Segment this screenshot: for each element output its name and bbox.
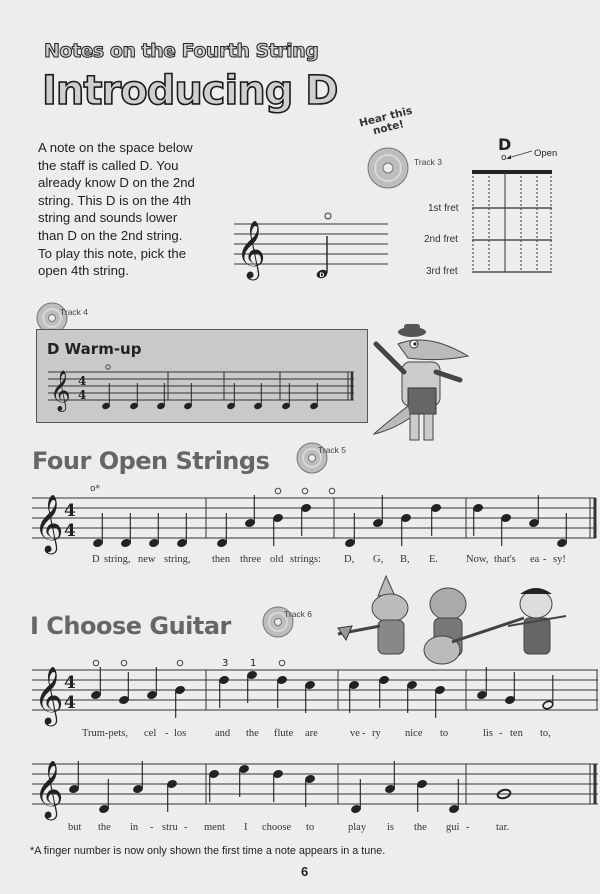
lyrics-row xyxy=(0,728,600,742)
page-number: 6 xyxy=(301,864,309,879)
finger-number: 1 xyxy=(250,658,257,669)
lyric: Now, xyxy=(466,554,489,565)
lyric: G, xyxy=(373,554,384,565)
fret-label-3: 3rd fret xyxy=(426,266,458,277)
lyric: the xyxy=(246,728,259,739)
diagram-note-name: D xyxy=(498,135,512,154)
lyric: to xyxy=(306,822,315,833)
lyric: - xyxy=(150,822,154,833)
lyric: E. xyxy=(429,554,439,565)
track-label: Track 4 xyxy=(60,307,89,317)
lyric: ten xyxy=(510,728,523,739)
choose-guitar-staff-2 xyxy=(32,750,598,818)
treble-clef: 𝄞 xyxy=(236,220,266,278)
svg-text:D: D xyxy=(319,272,325,279)
lyric: - xyxy=(499,728,503,739)
lyric: new xyxy=(138,554,156,565)
section-heading-four-open: Four Open Strings xyxy=(32,447,270,475)
page-title: Introducing D xyxy=(42,68,338,114)
four-open-staff xyxy=(32,484,598,552)
lyric: string, xyxy=(104,554,131,565)
lyric: old xyxy=(270,554,284,565)
open-string-marker xyxy=(325,213,331,219)
lyric: strings: xyxy=(290,554,321,565)
lyric: three xyxy=(240,554,261,565)
track-label: Track 6 xyxy=(284,609,313,619)
lyric: in xyxy=(130,822,139,833)
lyric: D xyxy=(92,554,100,565)
lyric: lis xyxy=(483,728,493,739)
cd-icon[interactable] xyxy=(366,146,410,190)
treble-clef: 𝄞 xyxy=(34,760,64,818)
lyric: - xyxy=(165,728,169,739)
intro-line: open 4th string. xyxy=(38,263,129,279)
time-signature-top: 4 xyxy=(64,501,76,521)
lyric: the xyxy=(414,822,427,833)
lyric: D, xyxy=(344,554,355,565)
lyric: then xyxy=(212,554,231,565)
lyrics-row xyxy=(0,554,600,568)
time-signature-top: 4 xyxy=(78,374,87,388)
lyric: nice xyxy=(405,728,423,739)
lyric: to, xyxy=(540,728,551,739)
lyric: cel xyxy=(144,728,157,739)
lyric: flute xyxy=(274,728,294,739)
choose-guitar-staff-1 xyxy=(32,656,598,724)
lyric: is xyxy=(387,822,395,833)
fret-label-1: 1st fret xyxy=(428,203,459,214)
finger-marker: o* xyxy=(90,484,101,494)
treble-clef: 𝄞 xyxy=(34,666,64,724)
lyric: gui xyxy=(446,822,460,833)
section-heading-choose-guitar: I Choose Guitar xyxy=(30,612,231,640)
diagram-open-label: Open xyxy=(534,148,558,159)
time-signature-bottom: 4 xyxy=(78,388,87,402)
lyric: ment xyxy=(204,822,225,833)
treble-clef: 𝄞 xyxy=(50,371,71,411)
crocodile-illustration xyxy=(370,322,474,446)
lyric: are xyxy=(305,728,318,739)
intro-line: string. This D is on the 4th xyxy=(38,192,191,208)
track-label: Track 3 xyxy=(414,157,443,167)
intro-staff xyxy=(234,200,390,286)
warmup-staff xyxy=(48,366,358,416)
half-note xyxy=(542,700,554,710)
intro-line: already know D on the 2nd xyxy=(38,175,195,191)
intro-line: than D on the 2nd string. xyxy=(38,227,183,243)
time-signature-top: 4 xyxy=(64,673,76,693)
fretboard-diagram xyxy=(470,150,556,278)
diagram-open-marker: o xyxy=(501,153,507,163)
intro-text xyxy=(38,139,228,280)
fret-label-2: 2nd fret xyxy=(424,234,458,245)
lyrics-row xyxy=(0,822,600,836)
lyric: - xyxy=(466,822,470,833)
lyric: ve xyxy=(350,728,360,739)
track-label: Track 5 xyxy=(318,445,347,455)
lyric: choose xyxy=(262,822,292,833)
lyric: - xyxy=(184,822,188,833)
lyric: I xyxy=(244,822,248,833)
time-signature-bottom: 4 xyxy=(64,693,76,713)
time-signature-bottom: 4 xyxy=(64,521,76,541)
lyric: but xyxy=(68,822,82,833)
intro-line: A note on the space below xyxy=(38,140,193,155)
lyric: - xyxy=(362,728,366,739)
lyric: play xyxy=(348,822,367,833)
lyric: Trum-pets, xyxy=(82,728,128,739)
lyric: sy! xyxy=(553,554,566,565)
lyric: stru xyxy=(162,822,178,833)
intro-line: To play this note, pick the xyxy=(38,245,187,261)
lyric: ry xyxy=(372,728,381,739)
lyric: - xyxy=(543,554,547,565)
warmup-title: D Warm-up xyxy=(47,340,142,358)
footnote: *A finger number is now only shown the first time a note appears in a tune. xyxy=(30,845,386,857)
section-supertitle: Notes on the Fourth String xyxy=(44,40,319,62)
intro-line: the staff is called D. You xyxy=(38,157,179,173)
lyric: that's xyxy=(494,554,516,565)
lyric: string, xyxy=(164,554,191,565)
treble-clef: 𝄞 xyxy=(34,494,64,552)
lyric: the xyxy=(98,822,111,833)
finger-number: 3 xyxy=(222,658,229,669)
lyric: to xyxy=(440,728,449,739)
lyric: B, xyxy=(400,554,410,565)
lyric: ea xyxy=(530,554,540,565)
intro-line: string and sounds lower xyxy=(38,210,178,226)
lyric: los xyxy=(174,728,187,739)
hear-note-badge: Hear this note! xyxy=(358,104,414,138)
lyric: tar. xyxy=(496,822,510,833)
lyric: and xyxy=(215,728,231,739)
